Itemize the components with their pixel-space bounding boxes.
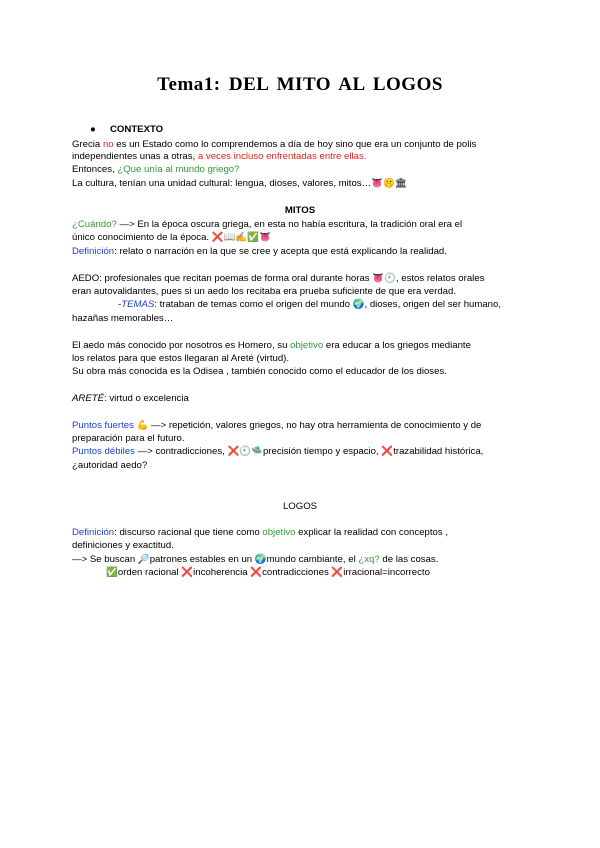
text: era educar a los griegos mediante — [323, 340, 471, 351]
mitos-heading: MITOS — [284, 205, 316, 216]
text: es un Estado como lo comprendemos a día de hoy sino que era un conjunto de polis — [113, 139, 477, 150]
puntos-fuertes-line-2: preparación para el futuro. — [72, 433, 185, 444]
cross-icon: ❌ — [181, 567, 194, 578]
text: de las cosas. — [379, 554, 439, 565]
text: incoherencia — [193, 567, 251, 578]
muscle-icon: 💪 — [133, 420, 149, 431]
text: orden racional — [117, 567, 182, 578]
temas-line-2: hazañas memorables… — [72, 313, 174, 324]
text: , estos relatos orales — [395, 273, 485, 284]
objetivo-green: objetivo — [290, 340, 324, 351]
emoji-icons: ❌🕙🛸 — [227, 446, 263, 457]
check-icon: ✅ — [106, 567, 118, 578]
xq-green: ¿xq? — [358, 554, 380, 565]
globe-icon: 🌍 — [352, 299, 365, 310]
highlight-red: a veces incluso enfrentadas entre ellas. — [197, 151, 367, 162]
contexto-heading — [90, 124, 163, 136]
mitos-definicion — [72, 246, 447, 258]
homero-line-3: Su obra más conocida es la Odisea , también conocido como el educador de los dioses. — [72, 366, 447, 377]
arete-label: ARETÉ — [72, 393, 104, 404]
text: El aedo más conocido por nosotros es Homero, su — [72, 340, 291, 351]
definicion-label: Definición — [72, 246, 115, 257]
mitos-cuando-line-2 — [72, 232, 271, 244]
logos-definicion-line-1 — [72, 527, 448, 539]
cuando-label: ¿Cuándo? — [72, 219, 117, 230]
text: trazabilidad histórica, — [393, 446, 484, 457]
emoji-icons: ❌📖✍✅👅 — [209, 232, 271, 243]
temas-label: TEMAS — [121, 299, 155, 310]
globe-icon: 🌍 — [254, 554, 267, 565]
highlight-no: no — [102, 139, 114, 150]
logos-heading: LOGOS — [282, 501, 318, 512]
contexto-line-2 — [72, 151, 366, 163]
aedo-line-2: eran autovalidantes, pues si un aedo los recitaba era prueba suficiente de que era verdad. — [72, 286, 457, 297]
definicion-label: Definición — [72, 527, 115, 538]
cross-icon: ❌ — [381, 446, 394, 457]
text: único conocimiento de la época. — [72, 232, 210, 243]
temas-line-1 — [118, 299, 501, 311]
text: patrones estables en un — [149, 554, 255, 565]
dash: - — [118, 299, 122, 310]
text: AEDO: profesionales que recitan poemas de forma oral durante horas — [72, 273, 373, 284]
contexto-line-4 — [72, 178, 407, 190]
logos-busca-line — [72, 554, 438, 566]
emoji-icons: 👅🕙 — [372, 273, 396, 284]
contexto-heading-text: CONTEXTO — [110, 124, 164, 135]
text: explicar la realidad con conceptos , — [295, 527, 448, 538]
puntos-debiles-label: Puntos débiles — [72, 446, 135, 457]
logos-list-line — [106, 567, 430, 579]
text: —> repetición, valores griegos, no hay otra herramienta de conocimiento y de — [148, 420, 482, 431]
magnifier-icon: 🔎 — [137, 554, 150, 565]
objetivo-green: objetivo — [262, 527, 296, 538]
text: : discurso racional que tiene como — [114, 527, 263, 538]
text: La cultura, tenían una unidad cultural: lengua, dioses, valores, mitos… — [72, 178, 372, 189]
text: irracional=incorrecto — [343, 567, 430, 578]
text: , dioses, origen del ser humano, — [364, 299, 502, 310]
text: Entonces, — [72, 164, 118, 175]
cross-icon: ❌ — [250, 567, 263, 578]
text: —> Se buscan — [72, 554, 138, 565]
emoji-icons: 👅🤫🏛 — [371, 178, 407, 189]
homero-line-2: los relatos para que estos llegaran al Areté (virtud). — [72, 353, 290, 364]
puntos-debiles-line-1 — [72, 446, 483, 458]
puntos-fuertes-label: Puntos fuertes — [72, 420, 134, 431]
puntos-fuertes-line-1 — [72, 420, 481, 432]
text: mundo cambiante, el — [266, 554, 359, 565]
homero-line-1 — [72, 340, 471, 352]
question-green: ¿Que unía al mundo griego? — [117, 164, 240, 175]
mitos-cuando-line-1 — [72, 219, 462, 231]
text: independientes unas a otras, — [72, 151, 198, 162]
cross-icon: ❌ — [331, 567, 344, 578]
text: precisión tiempo y espacio, — [262, 446, 382, 457]
logos-definicion-line-2: definiciones y exactitud. — [72, 540, 174, 551]
arete-line — [72, 393, 189, 405]
text: —> En la época oscura griega, en esta no había escritura, la tradición oral era el — [116, 219, 463, 230]
bullet-icon: ● — [90, 124, 96, 135]
text: contradicciones — [262, 567, 332, 578]
text: : virtud o excelencia — [104, 393, 189, 404]
contexto-line-3 — [72, 164, 239, 176]
page-title: Tema1: DEL MITO AL LOGOS — [157, 74, 443, 95]
contexto-line-1 — [72, 139, 476, 151]
text: : relato o narración en la que se cree y acepta que está explicando la realidad. — [114, 246, 447, 257]
puntos-debiles-line-2: ¿autoridad aedo? — [72, 460, 148, 471]
text: —> contradicciones, — [134, 446, 228, 457]
text: Grecia — [72, 139, 103, 150]
text: : trataban de temas como el origen del mundo — [154, 299, 353, 310]
aedo-line-1 — [72, 273, 484, 285]
